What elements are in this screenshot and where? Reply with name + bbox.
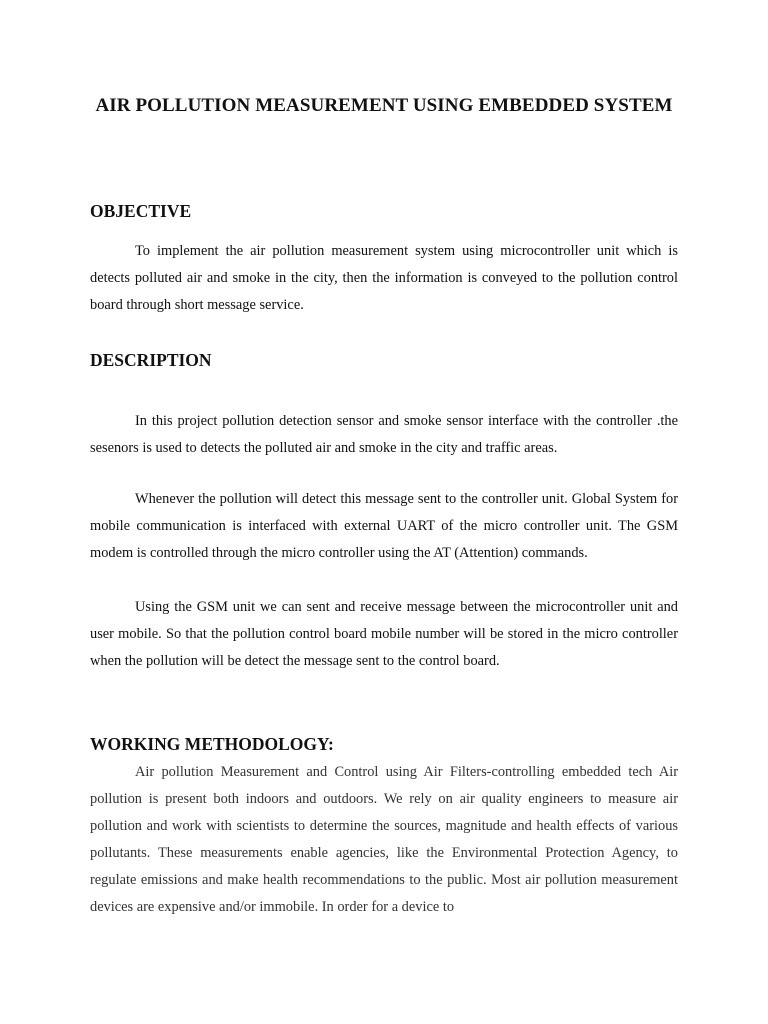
objective-paragraph: To implement the air pollution measurement system using microcontroller unit which is detects polluted air and smoke in the city, then the information is conveyed to the pollution control board through short message service.: [90, 243, 678, 313]
objective-heading: OBJECTIVE: [90, 201, 192, 221]
description-paragraph-1: In this project pollution detection sensor and smoke sensor interface with the controller .the sesenors is used to detects the polluted air and smoke in the city and traffic areas.: [90, 413, 678, 456]
document-title: AIR POLLUTION MEASUREMENT USING EMBEDDED SYSTEM: [95, 95, 673, 116]
methodology-heading: WORKING METHODOLOGY:: [90, 734, 334, 754]
description-paragraph-3: Using the GSM unit we can sent and receive message between the microcontroller unit and user mobile. So that the pollution control board mobile number will be stored in the micro controller when the pollution will be detect the message sent to the control board.: [90, 599, 678, 669]
methodology-paragraph: Air pollution Measurement and Control using Air Filters-controlling embedded tech Air pollution is present both indoors and outdoors. We rely on air quality engineers to measure air pollution and work with scientists to determine the sources, magnitude and health effects of various pollutants. These measurements enable agencies, like the Environmental Protection Agency, to regulate emissions and make health recommendations to the public. Most air pollution measurement devices are expensive and/or immobile. In order for a device to: [90, 764, 678, 915]
description-paragraph-2: Whenever the pollution will detect this message sent to the controller unit. Global System for mobile communication is interfaced with external UART of the micro controller unit. The GSM modem is controlled through the micro controller using the AT (Attention) commands.: [90, 491, 678, 561]
description-heading: DESCRIPTION: [90, 350, 212, 370]
